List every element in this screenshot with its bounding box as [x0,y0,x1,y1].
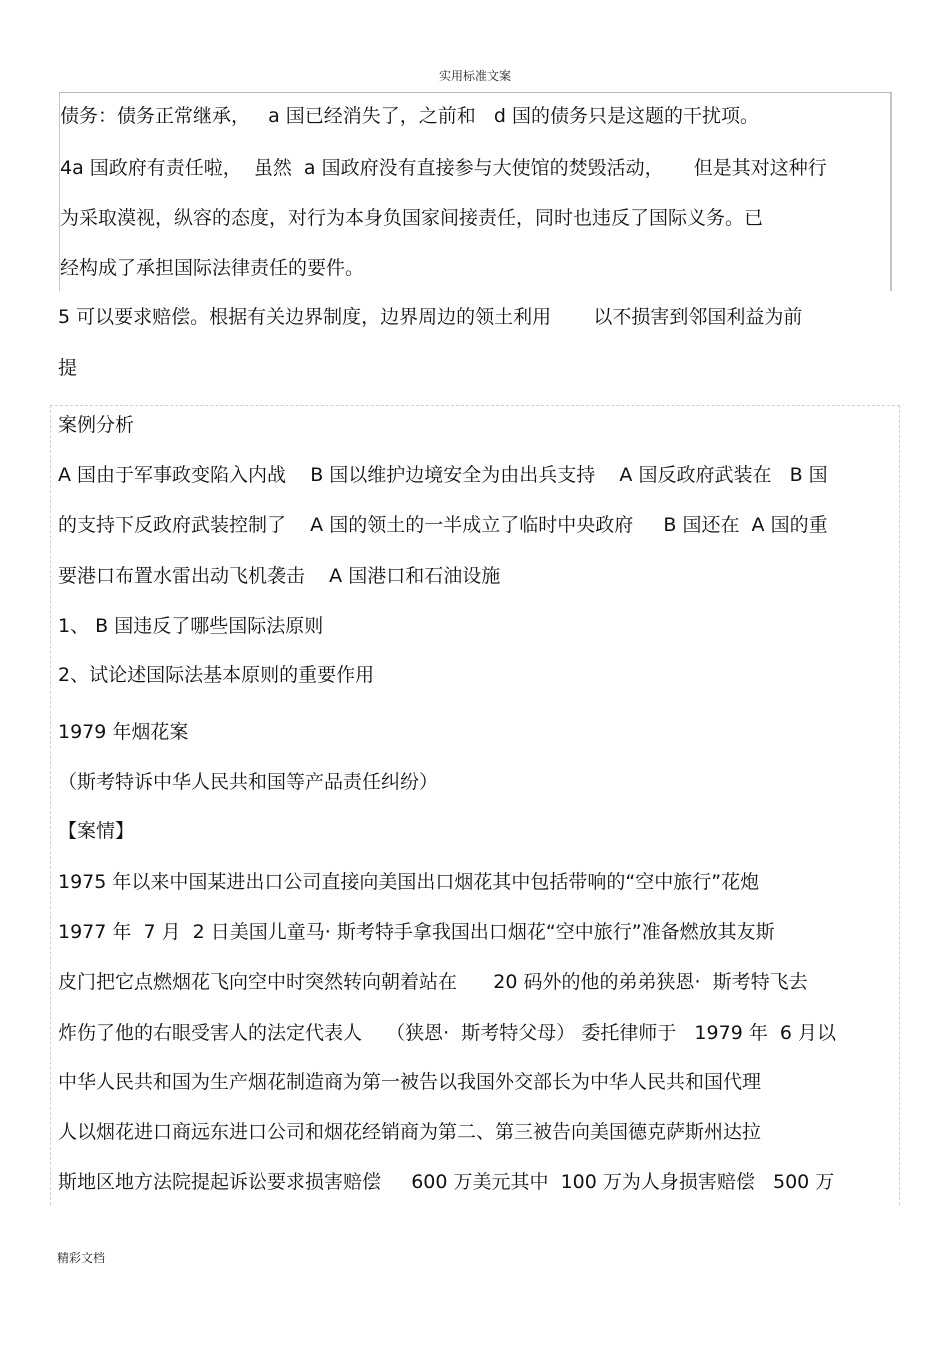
paragraph-line: 皮门把它点燃烟花飞向空中时突然转向朝着站在 20 码外的他的弟弟狭恩· 斯考特飞去 [58,971,808,993]
paragraph-line: 债务：债务正常继承， a 国已经消失了，之前和 d 国的债务只是这题的干扰项。 [60,105,760,127]
case-heading: 1979 年烟花案 [58,721,189,743]
paragraph-line: 的支持下反政府武装控制了 A 国的领土的一半成立了临时中央政府 B 国还在 A 国的重 [58,514,828,536]
paragraph-line: 人以烟花进口商远东进口公司和烟花经销商为第二、第三被告向美国德克萨斯州达拉 [58,1121,762,1143]
paragraph-line: 4a 国政府有责任啦， 虽然 a 国政府没有直接参与大使馆的焚毁活动， 但是其对这种行 [60,157,827,179]
paragraph-line: 经构成了承担国际法律责任的要件。 [60,257,365,279]
paragraph-line: 为采取漠视，纵容的态度，对行为本身负国家间接责任，同时也违反了国际义务。已 [60,207,764,229]
question-line: 2、试论述国际法基本原则的重要作用 [58,664,375,686]
question-line: 1、 B 国违反了哪些国际法原则 [58,615,324,637]
paragraph-line: 要港口布置水雷出动飞机袭击 A 国港口和石油设施 [58,565,501,587]
page-footer: 精彩文档 [57,1251,106,1265]
case-title: 案例分析 [58,414,135,436]
paragraph-line: 1975 年以来中国某进出口公司直接向美国出口烟花其中包括带响的“空中旅行”花炮 [58,871,760,893]
page-header: 实用标准文案 [438,69,511,83]
paragraph-line: 炸伤了他的右眼受害人的法定代表人 （狭恩· 斯考特父母） 委托律师于 1979 年 6 月以 [58,1022,837,1044]
paragraph-line: 斯地区地方法院提起诉讼要求损害赔偿 600 万美元其中 100 万为人身损害赔偿 500 万 [58,1171,835,1193]
paragraph-line: 提 [58,357,78,379]
paragraph-line: 1977 年 7 月 2 日美国儿童马· 斯考特手拿我国出口烟花“空中旅行”准备燃放其友斯 [58,921,775,943]
case-subheading: （斯考特诉中华人民共和国等产品责任纠纷） [58,771,439,793]
paragraph-line: 5 可以要求赔偿。根据有关边界制度，边界周边的领土利用 以不损害到邻国利益为前 [58,306,803,328]
paragraph-line: 中华人民共和国为生产烟花制造商为第一被告以我国外交部长为中华人民共和国代理 [58,1071,762,1093]
section-label: 【案情】 [58,820,135,842]
paragraph-line: A 国由于军事政变陷入内战 B 国以维护边境安全为由出兵支持 A 国反政府武装在 B 国 [58,464,828,486]
